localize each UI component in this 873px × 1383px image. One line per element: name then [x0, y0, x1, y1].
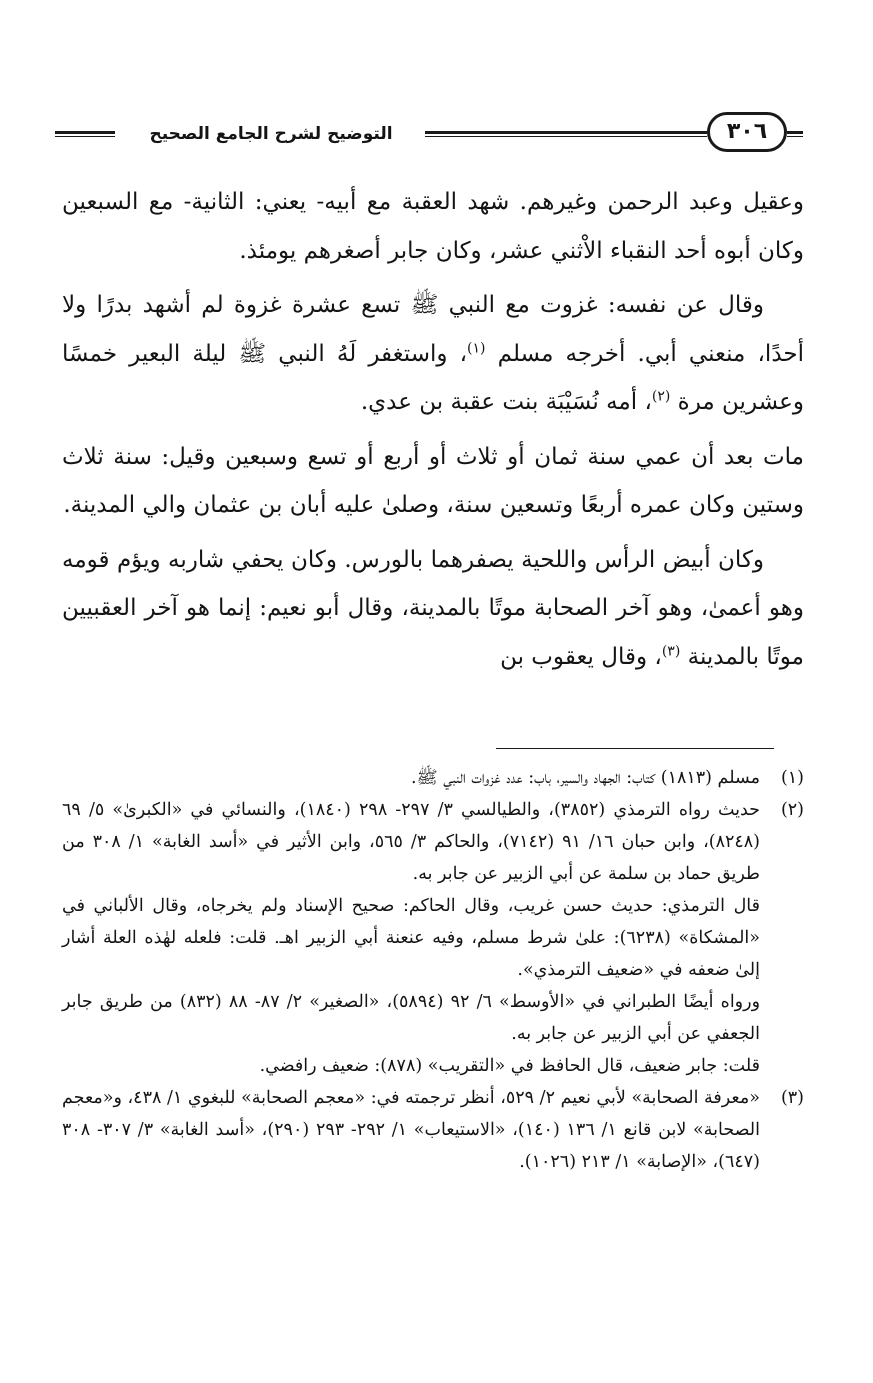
paragraph-2-text-b: ، واستغفر لَهُ النبي ﷺ ليلة البعير خمسًا وعشرين مرة: [62, 340, 804, 415]
footnote-2-line-1: حديث رواه الترمذي (٣٨٥٢)، والطيالسي ٣/ ٢٩٧- ٢٩٨ (١٨٤٠)، والنسائي في «الكبرىٰ» ٥/ ٦٩ (٨٢٤٨)، وابن حبان ١٦/ ٩١ (٧١٤٢)، والحاكم ٣/ ٥٦٥، وابن الأثير في «أسد الغابة» ١/ ٣٠٨ من طريق حماد بن سلمة عن أبي الزبير عن جابر به.: [62, 800, 760, 884]
footnote-3-number: (٣): [780, 1088, 804, 1108]
page-header: [55, 112, 803, 156]
footnote-2-line-3: ورواه أيضًا الطبراني في «الأوسط» ٦/ ٩٢ (٥٨٩٤)، «الصغير» ٢/ ٨٧- ٨٨ (٨٣٢) من طريق جابر الجعفي عن أبي الزبير عن جابر به.: [62, 992, 761, 1044]
paragraph-3: [62, 433, 804, 530]
header-rule-right: [787, 131, 803, 137]
footnote-2-line-2: قال الترمذي: حديث حسن غريب، وقال الحاكم: صحيح الإسناد ولم يخرجاه، وقال الألباني في «المشكاة» (٦٢٣٨): علىٰ شرط مسلم، وفيه عنعنة أبي الزبير اهـ. قلت: فلعله لهٰذه العلة أشار إلىٰ ضعفه في «ضعيف الترمذي».: [62, 896, 760, 980]
paragraph-4-text-b: ، وقال يعقوب بن: [500, 643, 662, 670]
paragraph-1-text: وعقيل وعبد الرحمن وغيرهم. شهد العقبة مع أبيه- يعني: الثانية- مع السبعين وكان أبوه أحد النقباء الاْثني عشر، وكان جابر أصغرهم يومئذ.: [62, 189, 804, 264]
footnote-3: [62, 1082, 804, 1178]
footnotes: [62, 762, 804, 1178]
paragraph-4-text-a: وكان أبيض الرأس واللحية يصفرهما بالورس. وكان يحفي شاربه ويؤم قومه وهو أعمىٰ، وهو آخر الصحابة موتًا بالمدينة، وقال أبو نعيم: إنما هو آخر العقبيين موتًا بالمدينة: [62, 546, 804, 670]
footnote-2-line-4: قلت: جابر ضعيف، قال الحافظ في «التقريب» (٨٧٨): ضعيف رافضي.: [259, 1056, 760, 1076]
running-title: التوضيح لشرح الجامع الصحيح: [149, 124, 393, 144]
header-rule-middle: [425, 131, 707, 137]
footnote-ref-1[interactable]: (١): [467, 339, 486, 356]
footnote-2-number: (٢): [780, 800, 804, 820]
footnote-1-number: (١): [780, 768, 804, 788]
paragraph-4: [62, 536, 804, 682]
footnote-3-line-1: «معرفة الصحابة» لأبي نعيم ٢/ ٥٢٩، أنظر ترجمته في: «معجم الصحابة» للبغوي ١/ ٤٣٨، و«معجم الصحابة» لابن قانع ١/ ١٣٦ (١٤٠)، «الاستيعاب» ١/ ٢٩٢- ٢٩٣ (٢٩٠)، «أسد الغابة» ٣/ ٣٠٧- ٣٠٨ (٦٤٧)، «الإصابة» ١/ ٢١٣ (١٠٢٦).: [62, 1088, 760, 1172]
footnote-separator: [496, 748, 774, 749]
paragraph-2-text-a: وقال عن نفسه: غزوت مع النبي ﷺ تسع عشرة غزوة لم أشهد بدرًا ولا أحدًا، منعني أبي. أخرجه مسلم: [62, 292, 804, 367]
header-rule-left: [55, 131, 115, 137]
page-number-frame: [707, 112, 787, 152]
footnote-ref-2[interactable]: (٢): [651, 388, 671, 405]
footnote-2: [62, 794, 804, 1082]
footnote-ref-3[interactable]: (٣): [661, 642, 681, 659]
footnote-1-line-1: مسلم (١٨١٣) كتاب: الجهاد والسير، باب: عدد غزوات النبي ﷺ.: [410, 768, 760, 788]
paragraph-1: [62, 178, 804, 275]
main-text: [62, 178, 804, 681]
paragraph-3-text: مات بعد أن عمي سنة ثمان أو ثلاث أو أربع أو تسع وسبعين وقيل: سنة ثلاث وستين وكان عمره أربعًا وتسعين سنة، وصلىٰ عليه أبان بن عثمان والي المدينة.: [62, 443, 804, 518]
paragraph-2-text-c: ، أمه نُسَيْبَة بنت عقبة بن عدي.: [360, 389, 652, 415]
page-number: ٣٠٦: [726, 119, 768, 144]
footnote-1: [62, 762, 804, 794]
paragraph-2: [62, 281, 804, 427]
